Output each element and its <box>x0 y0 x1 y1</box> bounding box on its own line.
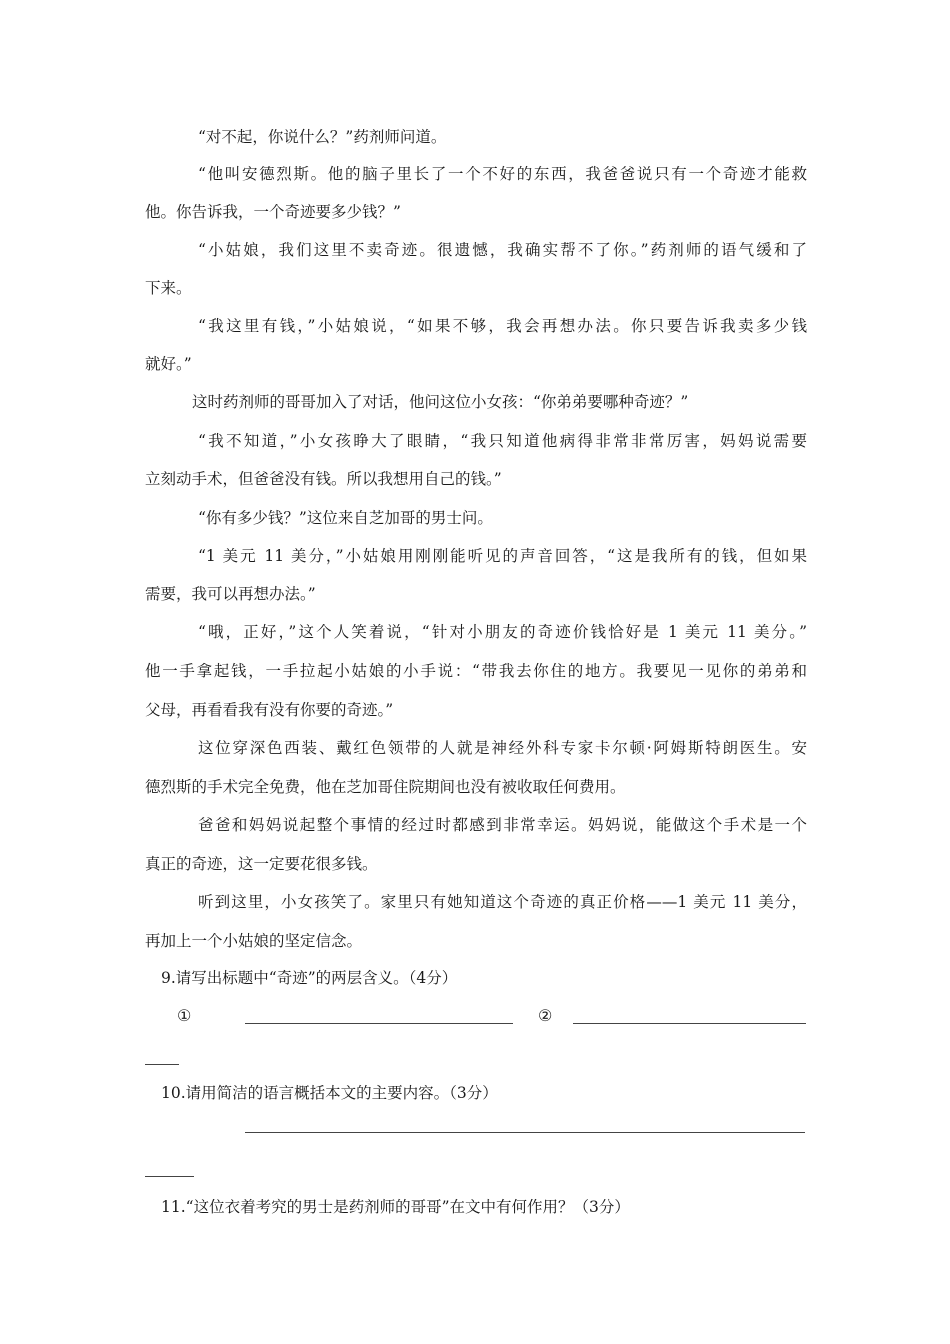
question-10: 10.请用简洁的语言概括本文的主要内容。（3分） <box>161 1084 498 1102</box>
passage-line: “哦，正好，”这个人笑着说，“针对小朋友的奇迹价钱恰好是 1 美元 11 美分。” <box>198 623 807 641</box>
passage-line: “你有多少钱？”这位来自芝加哥的男士问。 <box>198 509 493 527</box>
passage-line: 他。你告诉我，一个奇迹要多少钱？” <box>145 203 401 221</box>
answer-marker-1: ① <box>177 1006 192 1025</box>
passage-line: “对不起，你说什么？”药剂师问道。 <box>198 128 447 146</box>
answer-blank-9-continued[interactable] <box>145 1064 179 1065</box>
answer-blank-9-2[interactable] <box>573 1023 806 1024</box>
question-11: 11.“这位衣着考究的男士是药剂师的哥哥”在文中有何作用？（3分） <box>161 1198 630 1216</box>
passage-line: “小姑娘，我们这里不卖奇迹。很遗憾，我确实帮不了你。”药剂师的语气缓和了 <box>198 241 807 259</box>
question-9: 9.请写出标题中“奇迹”的两层含义。（4分） <box>161 969 458 987</box>
passage-line: 这时药剂师的哥哥加入了对话，他问这位小女孩：“你弟弟要哪种奇迹？” <box>192 393 689 411</box>
passage-line: 父母，再看看我有没有你要的奇迹。” <box>145 701 394 719</box>
passage-line: 他一手拿起钱，一手拉起小姑娘的小手说：“带我去你住的地方。我要见一见你的弟弟和 <box>145 662 807 680</box>
passage-line: 再加上一个小姑娘的坚定信念。 <box>145 932 363 950</box>
answer-marker-2: ② <box>538 1006 553 1025</box>
passage-line: 下来。 <box>145 279 192 297</box>
passage-line: “1 美元 11 美分，”小姑娘用刚刚能听见的声音回答，“这是我所有的钱，但如果 <box>198 547 807 565</box>
passage-line: 爸爸和妈妈说起整个事情的经过时都感到非常幸运。妈妈说，能做这个手术是一个 <box>198 816 807 834</box>
passage-line: 就好。” <box>145 355 192 373</box>
passage-line: “我不知道，”小女孩睁大了眼睛，“我只知道他病得非常非常厉害，妈妈说需要 <box>198 432 807 450</box>
passage-line: 真正的奇迹，这一定要花很多钱。 <box>145 855 378 873</box>
answer-blank-10[interactable] <box>245 1132 805 1133</box>
answer-blank-10-continued[interactable] <box>145 1176 194 1177</box>
passage-line: 德烈斯的手术完全免费，他在芝加哥住院期间也没有被收取任何费用。 <box>145 778 626 796</box>
passage-line: “我这里有钱，”小姑娘说，“如果不够，我会再想办法。你只要告诉我卖多少钱 <box>198 317 807 335</box>
passage-line: 听到这里，小女孩笑了。家里只有她知道这个奇迹的真正价格——1 美元 11 美分， <box>198 893 807 911</box>
passage-line: “他叫安德烈斯。他的脑子里长了一个不好的东西，我爸爸说只有一个奇迹才能救 <box>198 165 807 183</box>
answer-blank-9-1[interactable] <box>245 1023 513 1024</box>
passage-line: 需要，我可以再想办法。” <box>145 585 316 603</box>
passage-line: 这位穿深色西装、戴红色领带的人就是神经外科专家卡尔顿·阿姆斯特朗医生。安 <box>198 739 807 757</box>
passage-line: 立刻动手术，但爸爸没有钱。所以我想用自己的钱。” <box>145 470 502 488</box>
